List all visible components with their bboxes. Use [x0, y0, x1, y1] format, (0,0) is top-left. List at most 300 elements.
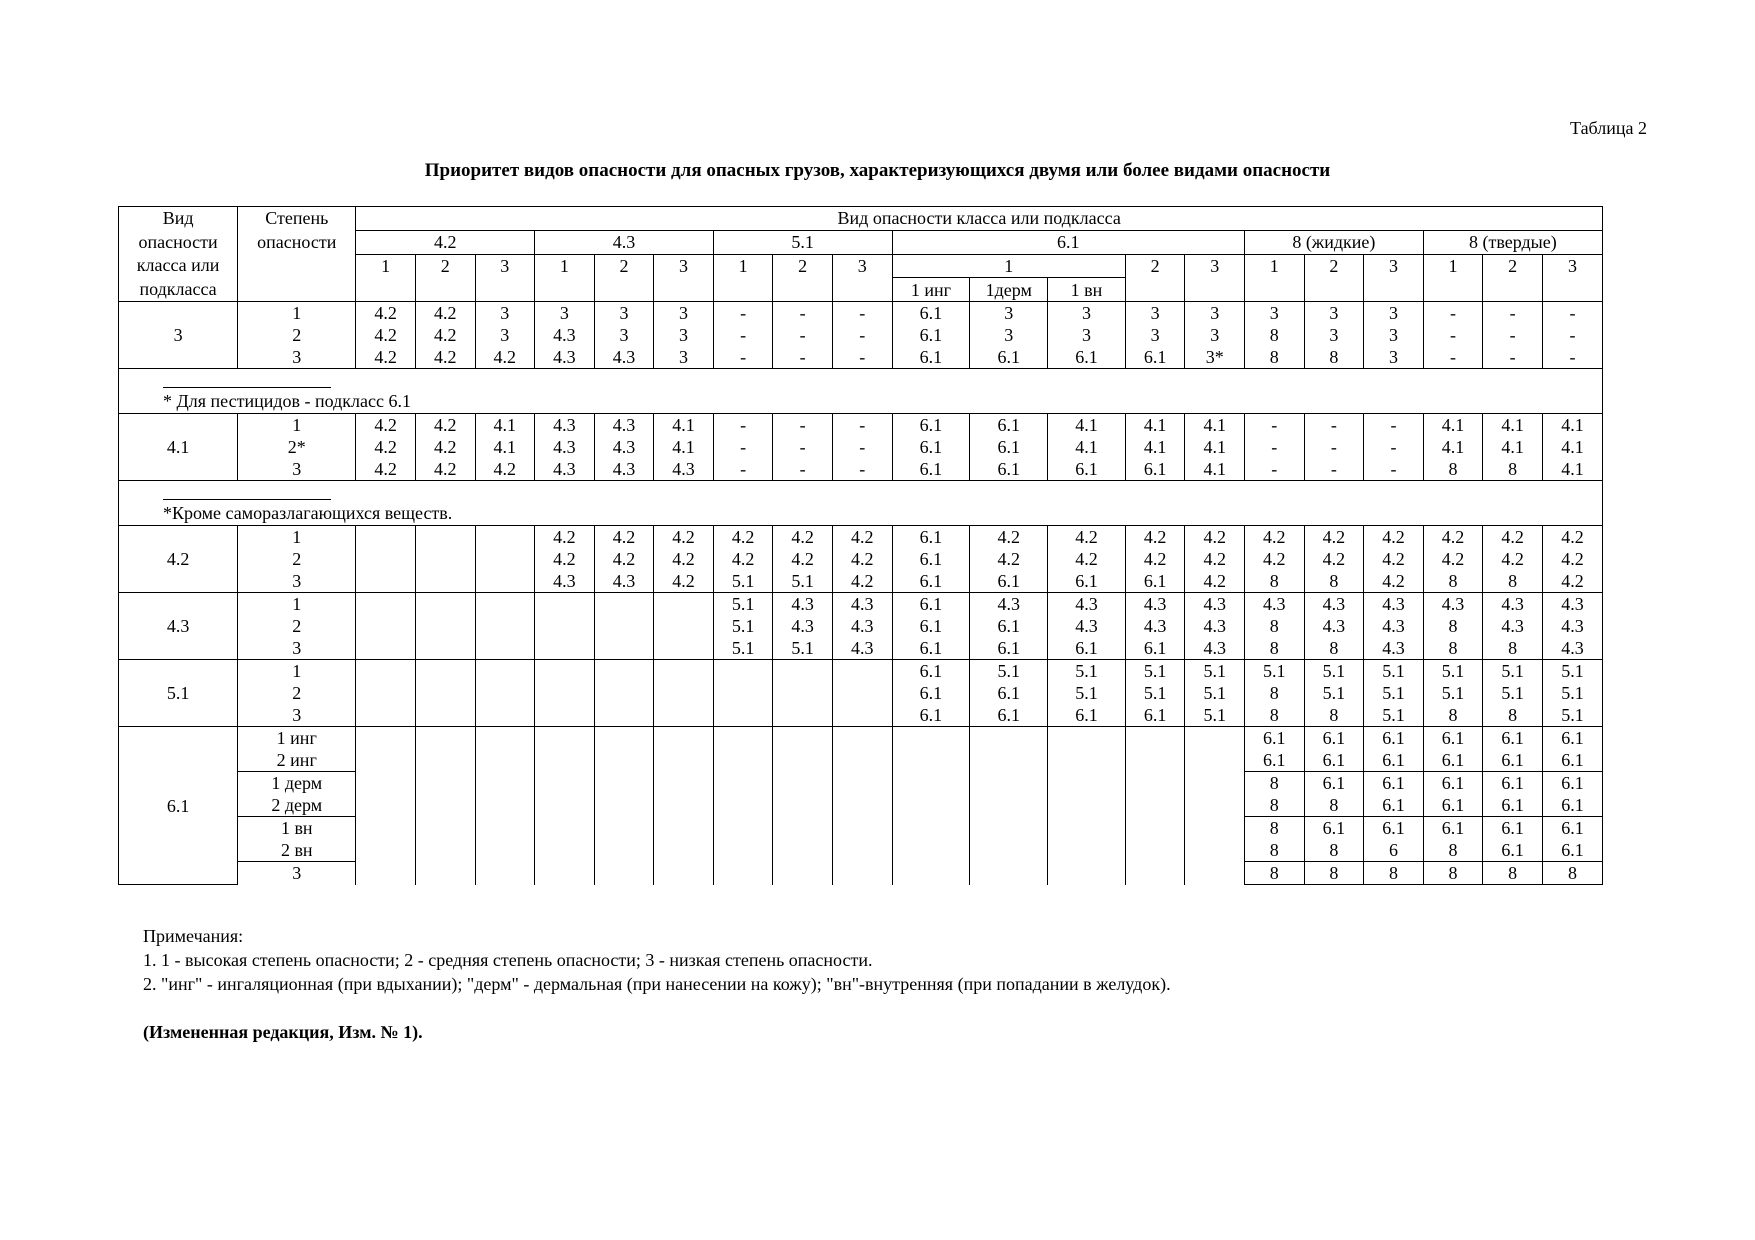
value-cell: 5.1 — [1304, 682, 1364, 704]
empty-cell — [654, 749, 714, 772]
empty-cell — [773, 772, 833, 795]
value-cell: 4.3 — [654, 458, 714, 481]
value-cell: 4.3 — [773, 593, 833, 616]
value-cell: 4.2 — [1048, 548, 1126, 570]
value-cell: 8 — [1304, 839, 1364, 862]
empty-cell — [654, 637, 714, 660]
empty-cell — [356, 682, 416, 704]
value-cell: 4.1 — [1125, 436, 1185, 458]
value-cell: 5.1 — [773, 570, 833, 593]
value-cell: 4.1 — [654, 414, 714, 437]
empty-cell — [475, 637, 535, 660]
hazard-degree-cell: 3 — [238, 704, 356, 727]
value-cell: 4.3 — [535, 346, 595, 369]
value-cell: 4.3 — [1364, 615, 1424, 637]
value-cell: - — [773, 324, 833, 346]
empty-cell — [594, 704, 654, 727]
value-cell: 8 — [1304, 570, 1364, 593]
degree-header: 2 — [415, 254, 475, 278]
value-cell: 8 — [1423, 458, 1483, 481]
empty-cell — [535, 817, 595, 840]
table-label: Таблица 2 — [1570, 118, 1647, 138]
empty-cell — [475, 772, 535, 795]
value-cell: 4.2 — [594, 548, 654, 570]
value-cell: 4.3 — [1048, 615, 1126, 637]
table-row — [119, 346, 1603, 369]
value-cell: 4.2 — [1125, 526, 1185, 549]
value-cell: 3 — [1185, 302, 1245, 325]
value-cell: 6.1 — [1483, 749, 1543, 772]
hazard-degree-cell: 3 — [238, 637, 356, 660]
value-cell: 4.3 — [1245, 593, 1305, 616]
value-cell: - — [832, 324, 892, 346]
empty-cell — [475, 548, 535, 570]
value-cell: 4.2 — [415, 324, 475, 346]
empty-cell — [356, 749, 416, 772]
empty-cell — [594, 727, 654, 750]
value-cell: 3 — [654, 346, 714, 369]
empty-cell — [415, 570, 475, 593]
empty-cell — [892, 772, 970, 795]
empty-cell — [356, 862, 416, 885]
empty-cell — [356, 570, 416, 593]
note-item-1: 1. 1 - высокая степень опасности; 2 - средняя степень опасности; 3 - низкая степень опасности. — [143, 950, 873, 970]
empty-cell — [594, 794, 654, 817]
empty-cell — [773, 749, 833, 772]
value-cell: 5.1 — [1483, 660, 1543, 683]
hazard-class-cell: 5.1 — [119, 660, 238, 727]
value-cell: 4.3 — [594, 414, 654, 437]
value-cell: 5.1 — [1423, 660, 1483, 683]
value-cell: 5.1 — [1048, 660, 1126, 683]
degree-header-cont — [654, 278, 714, 302]
value-cell: - — [832, 414, 892, 437]
degree-header-cont — [1185, 278, 1245, 302]
value-cell: - — [773, 302, 833, 325]
group-header: 8 (твердые) — [1423, 230, 1602, 254]
empty-cell — [356, 704, 416, 727]
value-cell: 4.2 — [356, 458, 416, 481]
hazard-class-cell: 4.3 — [119, 593, 238, 660]
empty-cell — [892, 727, 970, 750]
value-cell: 4.1 — [1048, 436, 1126, 458]
empty-cell — [415, 593, 475, 616]
empty-cell — [1048, 749, 1126, 772]
hazard-priority-table — [118, 206, 1603, 885]
value-cell: 8 — [1304, 346, 1364, 369]
value-cell: 4.1 — [475, 414, 535, 437]
empty-cell — [535, 749, 595, 772]
empty-cell — [415, 749, 475, 772]
value-cell: 6.1 — [1364, 794, 1424, 817]
value-cell: 5.1 — [1364, 660, 1424, 683]
degree-header-cont — [594, 278, 654, 302]
empty-cell — [970, 817, 1048, 840]
value-cell: 8 — [1245, 839, 1305, 862]
table-row — [119, 570, 1603, 593]
value-cell: 4.2 — [1542, 526, 1602, 549]
value-cell: 8 — [1245, 794, 1305, 817]
value-cell: 4.3 — [1125, 593, 1185, 616]
value-cell: 6.1 — [1048, 570, 1126, 593]
empty-cell — [475, 727, 535, 750]
value-cell: 5.1 — [970, 660, 1048, 683]
value-cell: 4.2 — [594, 526, 654, 549]
main-header: Вид опасности класса или подкласса — [356, 207, 1603, 231]
value-cell: 3 — [970, 324, 1048, 346]
value-cell: 6.1 — [1304, 772, 1364, 795]
empty-cell — [654, 794, 714, 817]
value-cell: 4.2 — [1125, 548, 1185, 570]
empty-cell — [773, 727, 833, 750]
empty-cell — [713, 862, 773, 885]
value-cell: 6.1 — [1423, 794, 1483, 817]
notes-heading: Примечания: — [143, 926, 244, 946]
value-cell: 4.2 — [773, 526, 833, 549]
value-cell: 6.1 — [1423, 772, 1483, 795]
empty-cell — [594, 817, 654, 840]
degree-header-cont — [415, 278, 475, 302]
table-row — [119, 324, 1603, 346]
value-cell: 4.2 — [356, 346, 416, 369]
table-row — [119, 302, 1603, 325]
group-header: 5.1 — [713, 230, 892, 254]
value-cell: 4.3 — [535, 570, 595, 593]
hazard-degree-cell: 1 — [238, 302, 356, 325]
value-cell: 8 — [1245, 682, 1305, 704]
value-cell: 6.1 — [1245, 749, 1305, 772]
footnote-rule — [163, 369, 331, 388]
empty-cell — [713, 839, 773, 862]
value-cell: 3 — [654, 302, 714, 325]
value-cell: 4.1 — [1048, 414, 1126, 437]
table-row — [119, 436, 1603, 458]
degree-header: 3 — [1185, 254, 1245, 278]
empty-cell — [713, 749, 773, 772]
value-cell: 5.1 — [1185, 660, 1245, 683]
empty-cell — [713, 772, 773, 795]
empty-cell — [713, 817, 773, 840]
value-cell: 6.1 — [892, 682, 970, 704]
empty-cell — [970, 772, 1048, 795]
degree-header: 3 — [832, 254, 892, 278]
value-cell: 5.1 — [1542, 660, 1602, 683]
value-cell: 4.3 — [1483, 615, 1543, 637]
value-cell: 8 — [1423, 570, 1483, 593]
value-cell: 4.3 — [1048, 593, 1126, 616]
value-cell: - — [713, 302, 773, 325]
value-cell: 5.1 — [1185, 682, 1245, 704]
empty-cell — [970, 749, 1048, 772]
value-cell: 6.1 — [892, 324, 970, 346]
empty-cell — [773, 839, 833, 862]
value-cell: 8 — [1245, 772, 1305, 795]
value-cell: 6.1 — [1245, 727, 1305, 750]
empty-cell — [832, 682, 892, 704]
value-cell: 6.1 — [892, 526, 970, 549]
empty-cell — [475, 749, 535, 772]
value-cell: 6.1 — [892, 704, 970, 727]
value-cell: 4.3 — [1542, 615, 1602, 637]
empty-cell — [415, 817, 475, 840]
empty-cell — [535, 682, 595, 704]
value-cell: 4.3 — [970, 593, 1048, 616]
value-cell: 8 — [1245, 862, 1305, 885]
value-cell: 4.3 — [1542, 593, 1602, 616]
hazard-degree-cell: 2 — [238, 682, 356, 704]
value-cell: 4.2 — [1048, 526, 1126, 549]
value-cell: 6.1 — [970, 414, 1048, 437]
value-cell: 4.2 — [1245, 526, 1305, 549]
empty-cell — [713, 727, 773, 750]
empty-cell — [415, 704, 475, 727]
value-cell: 4.2 — [535, 548, 595, 570]
empty-cell — [654, 615, 714, 637]
notes-block — [143, 924, 1171, 1044]
value-cell: 4.3 — [1185, 615, 1245, 637]
value-cell: 4.2 — [1364, 526, 1424, 549]
hazard-class-header-line: опасности — [138, 231, 218, 252]
value-cell: 4.3 — [1304, 615, 1364, 637]
value-cell: 6 — [1364, 839, 1424, 862]
empty-cell — [892, 817, 970, 840]
table-row — [119, 727, 1603, 750]
value-cell: - — [1364, 458, 1424, 481]
value-cell: 6.1 — [1483, 817, 1543, 840]
empty-cell — [654, 704, 714, 727]
value-cell: 5.1 — [1483, 682, 1543, 704]
empty-cell — [594, 682, 654, 704]
hazard-degree-cell: 2 инг — [238, 749, 356, 772]
value-cell: - — [1483, 302, 1543, 325]
empty-cell — [356, 839, 416, 862]
degree-header-cont — [773, 278, 833, 302]
value-cell: 4.2 — [1483, 548, 1543, 570]
degree-header: 2 — [773, 254, 833, 278]
value-cell: 5.1 — [1125, 660, 1185, 683]
degree-header-cont — [475, 278, 535, 302]
empty-cell — [832, 817, 892, 840]
value-cell: 4.1 — [1185, 436, 1245, 458]
table-row — [119, 637, 1603, 660]
degree-header: 1 — [356, 254, 416, 278]
hazard-degree-cell: 3 — [238, 570, 356, 593]
value-cell: 8 — [1304, 794, 1364, 817]
value-cell: 4.3 — [773, 615, 833, 637]
empty-cell — [535, 727, 595, 750]
value-cell: 6.1 — [1048, 458, 1126, 481]
value-cell: 8 — [1423, 704, 1483, 727]
value-cell: 6.1 — [892, 302, 970, 325]
table-row — [119, 593, 1603, 616]
value-cell: - — [713, 458, 773, 481]
hazard-class-cell: 4.2 — [119, 526, 238, 593]
value-cell: 4.3 — [535, 324, 595, 346]
value-cell: - — [832, 302, 892, 325]
empty-cell — [773, 862, 833, 885]
value-cell: 4.2 — [1423, 526, 1483, 549]
value-cell: 3 — [970, 302, 1048, 325]
degree-header-cont — [713, 278, 773, 302]
empty-cell — [970, 862, 1048, 885]
value-cell: - — [713, 414, 773, 437]
footnote — [119, 481, 1603, 526]
value-cell: 3 — [594, 324, 654, 346]
empty-cell — [475, 615, 535, 637]
value-cell: 6.1 — [1364, 749, 1424, 772]
degree-header: 3 — [1542, 254, 1602, 278]
value-cell: 3 — [1364, 346, 1424, 369]
empty-cell — [970, 727, 1048, 750]
value-cell: 4.3 — [1483, 593, 1543, 616]
value-cell: 6.1 — [1304, 817, 1364, 840]
empty-cell — [415, 637, 475, 660]
table-row — [119, 749, 1603, 772]
degree-header: 1 — [892, 254, 1125, 278]
value-cell: 4.2 — [832, 548, 892, 570]
value-cell: 4.3 — [832, 615, 892, 637]
value-cell: 3 — [1048, 302, 1126, 325]
hazard-class-cell: 4.1 — [119, 414, 238, 481]
degree-header: 3 — [475, 254, 535, 278]
value-cell: 8 — [1245, 324, 1305, 346]
empty-cell — [654, 593, 714, 616]
value-cell: 6.1 — [970, 615, 1048, 637]
empty-cell — [475, 704, 535, 727]
value-cell: 6.1 — [1542, 794, 1602, 817]
empty-cell — [356, 817, 416, 840]
value-cell: 3 — [475, 324, 535, 346]
value-cell: 8 — [1245, 570, 1305, 593]
value-cell: 4.1 — [654, 436, 714, 458]
value-cell: 6.1 — [1542, 727, 1602, 750]
empty-cell — [654, 727, 714, 750]
value-cell: 3 — [654, 324, 714, 346]
value-cell: 4.2 — [832, 526, 892, 549]
empty-cell — [1185, 794, 1245, 817]
degree-header-cont — [1245, 278, 1305, 302]
group-header: 4.3 — [535, 230, 714, 254]
hazard-degree-cell: 1 — [238, 593, 356, 616]
empty-cell — [415, 772, 475, 795]
empty-cell — [594, 615, 654, 637]
value-cell: 4.1 — [1542, 414, 1602, 437]
empty-cell — [1125, 862, 1185, 885]
value-cell: 4.2 — [415, 302, 475, 325]
value-cell: 3 — [1245, 302, 1305, 325]
value-cell: 6.1 — [1483, 772, 1543, 795]
value-cell: 4.2 — [970, 548, 1048, 570]
value-cell: 4.2 — [1185, 570, 1245, 593]
value-cell: 6.1 — [1483, 794, 1543, 817]
value-cell: 3 — [1364, 302, 1424, 325]
value-cell: 6.1 — [1542, 817, 1602, 840]
value-cell: 5.1 — [1245, 660, 1305, 683]
value-cell: 6.1 — [892, 637, 970, 660]
value-cell: 6.1 — [1483, 727, 1543, 750]
value-cell: 4.3 — [1304, 593, 1364, 616]
value-cell: 4.2 — [1304, 526, 1364, 549]
empty-cell — [832, 749, 892, 772]
empty-cell — [356, 526, 416, 549]
table-row — [119, 526, 1603, 549]
empty-cell — [654, 682, 714, 704]
empty-cell — [475, 794, 535, 817]
value-cell: - — [1542, 302, 1602, 325]
empty-cell — [654, 862, 714, 885]
value-cell: 5.1 — [1048, 682, 1126, 704]
value-cell: 8 — [1245, 704, 1305, 727]
value-cell: 6.1 — [892, 570, 970, 593]
value-cell: 6.1 — [892, 346, 970, 369]
value-cell: - — [1245, 436, 1305, 458]
hazard-degree-cell: 1 вн — [238, 817, 356, 840]
degree-header-cont — [1542, 278, 1602, 302]
hazard-class-cell: 6.1 — [119, 727, 238, 885]
value-cell: 3 — [1185, 324, 1245, 346]
value-cell: 5.1 — [1542, 682, 1602, 704]
empty-cell — [535, 637, 595, 660]
value-cell: 4.3 — [594, 436, 654, 458]
empty-cell — [654, 772, 714, 795]
value-cell: 4.2 — [1364, 548, 1424, 570]
value-cell: 6.1 — [1304, 727, 1364, 750]
value-cell: - — [1483, 346, 1543, 369]
empty-cell — [475, 682, 535, 704]
hazard-degree-header-line: опасности — [257, 231, 337, 252]
empty-cell — [713, 704, 773, 727]
value-cell: 8 — [1423, 862, 1483, 885]
value-cell: 8 — [1542, 862, 1602, 885]
value-cell: - — [773, 458, 833, 481]
empty-cell — [535, 593, 595, 616]
empty-cell — [892, 862, 970, 885]
empty-cell — [594, 772, 654, 795]
hazard-degree-cell: 1 инг — [238, 727, 356, 750]
degree-header-cont — [1364, 278, 1424, 302]
empty-cell — [832, 660, 892, 683]
value-cell: - — [1423, 302, 1483, 325]
value-cell: 4.3 — [1185, 637, 1245, 660]
table-row — [119, 414, 1603, 437]
value-cell: 4.1 — [1423, 436, 1483, 458]
value-cell: 4.2 — [415, 346, 475, 369]
value-cell: 8 — [1304, 704, 1364, 727]
value-cell: 6.1 — [970, 637, 1048, 660]
value-cell: 4.2 — [1304, 548, 1364, 570]
table-row — [119, 839, 1603, 862]
value-cell: 6.1 — [892, 458, 970, 481]
value-cell: 3 — [594, 302, 654, 325]
value-cell: 4.2 — [356, 324, 416, 346]
value-cell: 6.1 — [1125, 570, 1185, 593]
value-cell: 6.1 — [1048, 637, 1126, 660]
value-cell: 4.2 — [1423, 548, 1483, 570]
value-cell: - — [713, 346, 773, 369]
value-cell: 4.3 — [594, 458, 654, 481]
empty-cell — [892, 794, 970, 817]
value-cell: 6.1 — [970, 436, 1048, 458]
empty-cell — [1125, 794, 1185, 817]
empty-cell — [535, 615, 595, 637]
empty-cell — [475, 839, 535, 862]
hazard-degree-cell: 3 — [238, 346, 356, 369]
value-cell: 4.2 — [415, 458, 475, 481]
value-cell: 6.1 — [1542, 839, 1602, 862]
hazard-degree-cell: 2 дерм — [238, 794, 356, 817]
hazard-degree-cell: 1 дерм — [238, 772, 356, 795]
hazard-degree-cell: 3 — [238, 458, 356, 481]
